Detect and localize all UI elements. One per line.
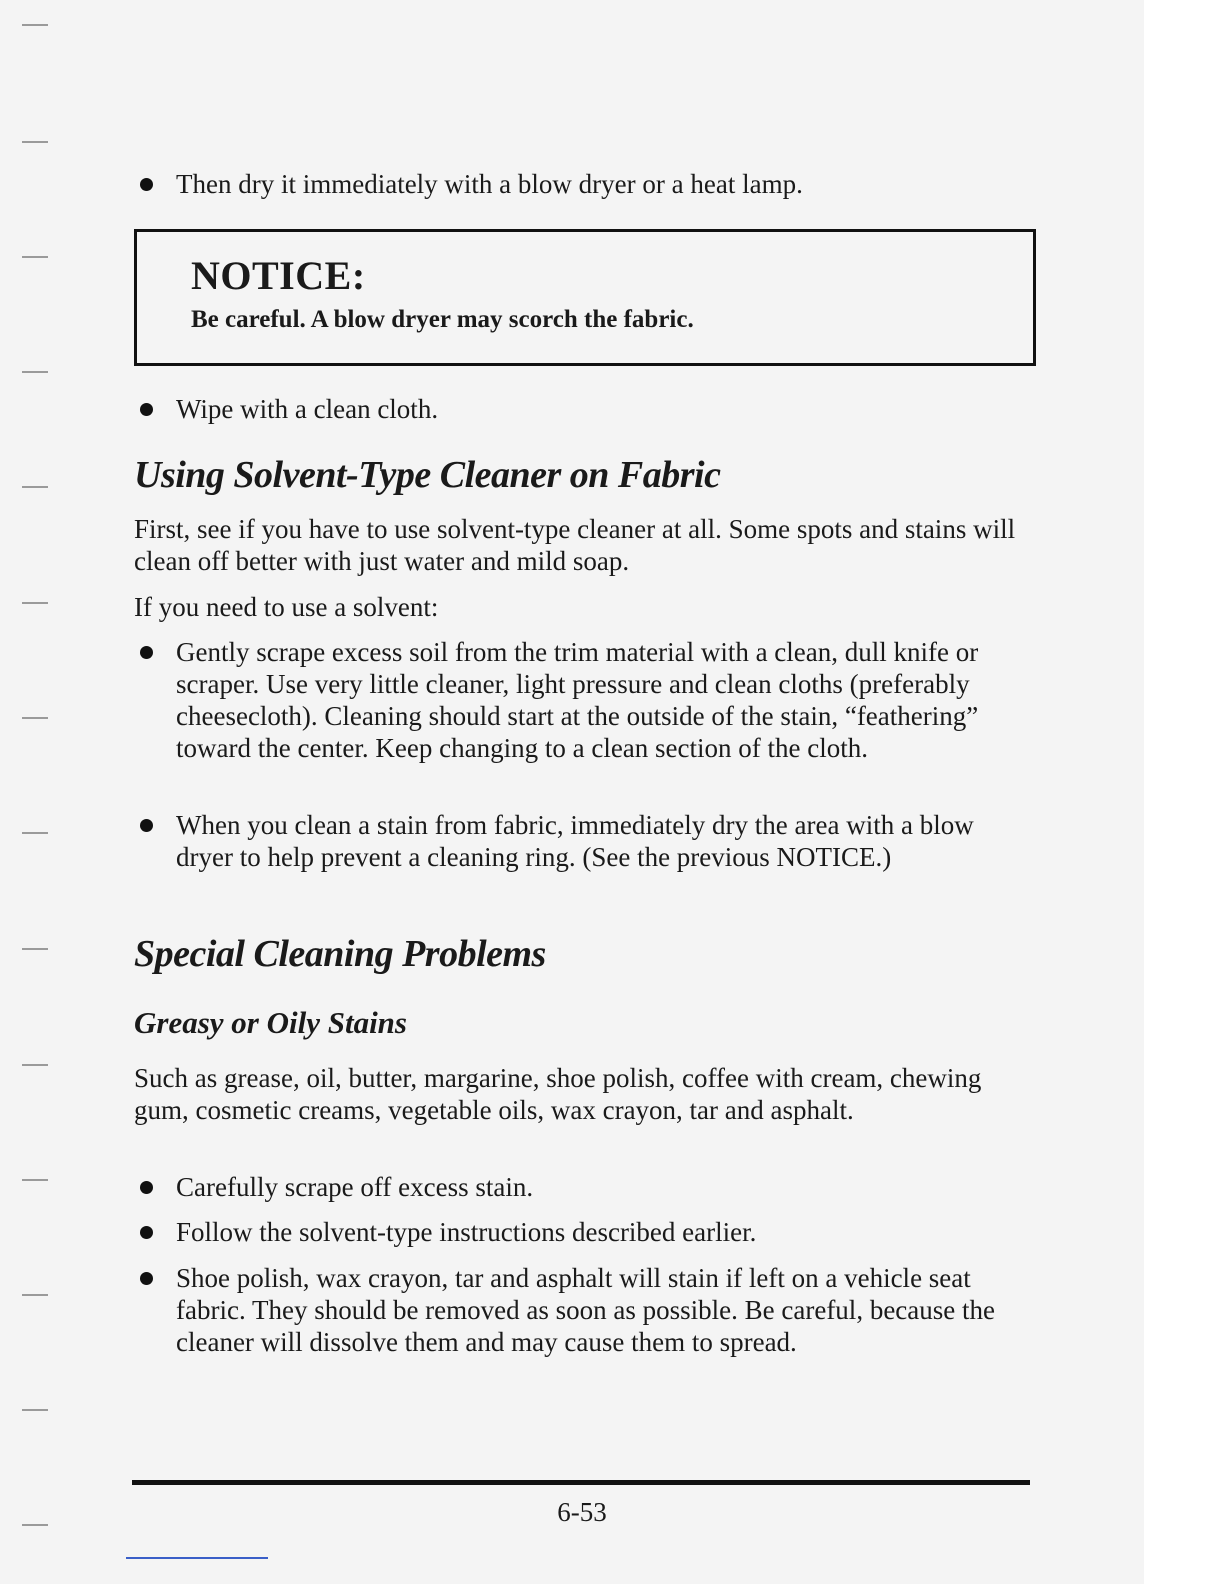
- edge-mark: [22, 24, 48, 26]
- subheading-greasy: Greasy or Oily Stains: [134, 1005, 407, 1040]
- edge-mark: [22, 832, 48, 834]
- notice-title: NOTICE:: [191, 253, 366, 298]
- edge-mark: [22, 948, 48, 950]
- bullet-item-shoe-polish: [136, 1262, 1026, 1358]
- bullet-dot-icon: [140, 819, 153, 832]
- paragraph-greasy: Such as grease, oil, butter, margarine, shoe polish, coffee with cream, chewing gum, cosmetic creams, vegetable oils, wax crayon, tar and asphalt.: [134, 1063, 982, 1125]
- bullet-item-follow: [136, 1216, 1036, 1248]
- notice-body: Be careful. A blow dryer may scorch the fabric.: [191, 306, 694, 333]
- bullet-text: Wipe with a clean cloth.: [176, 394, 439, 424]
- bullet-text: Shoe polish, wax crayon, tar and asphalt will stain if left on a vehicle seat fabric. They should be removed as soon as possible. Be careful, because the cleaner will dissolve them and may cause them to spread.: [176, 1263, 995, 1357]
- edge-mark: [22, 1409, 48, 1411]
- edge-mark: [22, 717, 48, 719]
- notice-box: [134, 229, 1036, 366]
- edge-mark: [22, 1179, 48, 1181]
- bullet-dot-icon: [140, 1272, 153, 1285]
- section-heading-solvent: Using Solvent-Type Cleaner on Fabric: [134, 454, 721, 496]
- bullet-text: When you clean a stain from fabric, immediately dry the area with a blow dryer to help prevent a cleaning ring. (See the previous NOTICE.): [176, 810, 974, 872]
- bullet-text: Gently scrape excess soil from the trim material with a clean, dull knife or scraper. Use very little cleaner, light pressure and clean cloths (preferably cheesecloth). Cleaning should start at the outside of the stain, “feathering” toward the center. Keep changing to a clean section of the cloth.: [176, 637, 979, 763]
- bullet-dot-icon: [140, 1181, 153, 1194]
- bullet-dot-icon: [140, 646, 153, 659]
- section-heading-special: Special Cleaning Problems: [134, 933, 546, 975]
- link-underline: [126, 1557, 268, 1559]
- edge-mark: [22, 256, 48, 258]
- bullet-item-wipe: [136, 393, 1036, 425]
- bullet-text: Follow the solvent-type instructions described earlier.: [176, 1217, 757, 1247]
- bullet-text: Carefully scrape off excess stain.: [176, 1172, 534, 1202]
- bullet-item-dry: [136, 168, 1036, 200]
- bullet-text: Then dry it immediately with a blow dryer or a heat lamp.: [176, 169, 803, 199]
- bullet-dot-icon: [140, 1226, 153, 1239]
- edge-mark: [22, 141, 48, 143]
- page-number: 6-53: [557, 1497, 607, 1527]
- bullet-item-scrape-excess: [136, 1171, 1036, 1203]
- bullet-item-clean-stain: [136, 809, 1006, 873]
- bullet-dot-icon: [140, 178, 153, 191]
- edge-mark: [22, 1294, 48, 1296]
- paragraph-if-solvent: If you need to use a solvent:: [134, 592, 439, 622]
- footer-rule: [132, 1480, 1030, 1485]
- edge-mark: [22, 371, 48, 373]
- bullet-item-scrape: [136, 636, 1036, 764]
- edge-mark: [22, 1064, 48, 1066]
- bullet-dot-icon: [140, 403, 153, 416]
- paragraph-solvent-intro: First, see if you have to use solvent-type cleaner at all. Some spots and stains will clean off better with just water and mild soap.: [134, 514, 1016, 576]
- edge-mark: [22, 486, 48, 488]
- edge-mark: [22, 602, 48, 604]
